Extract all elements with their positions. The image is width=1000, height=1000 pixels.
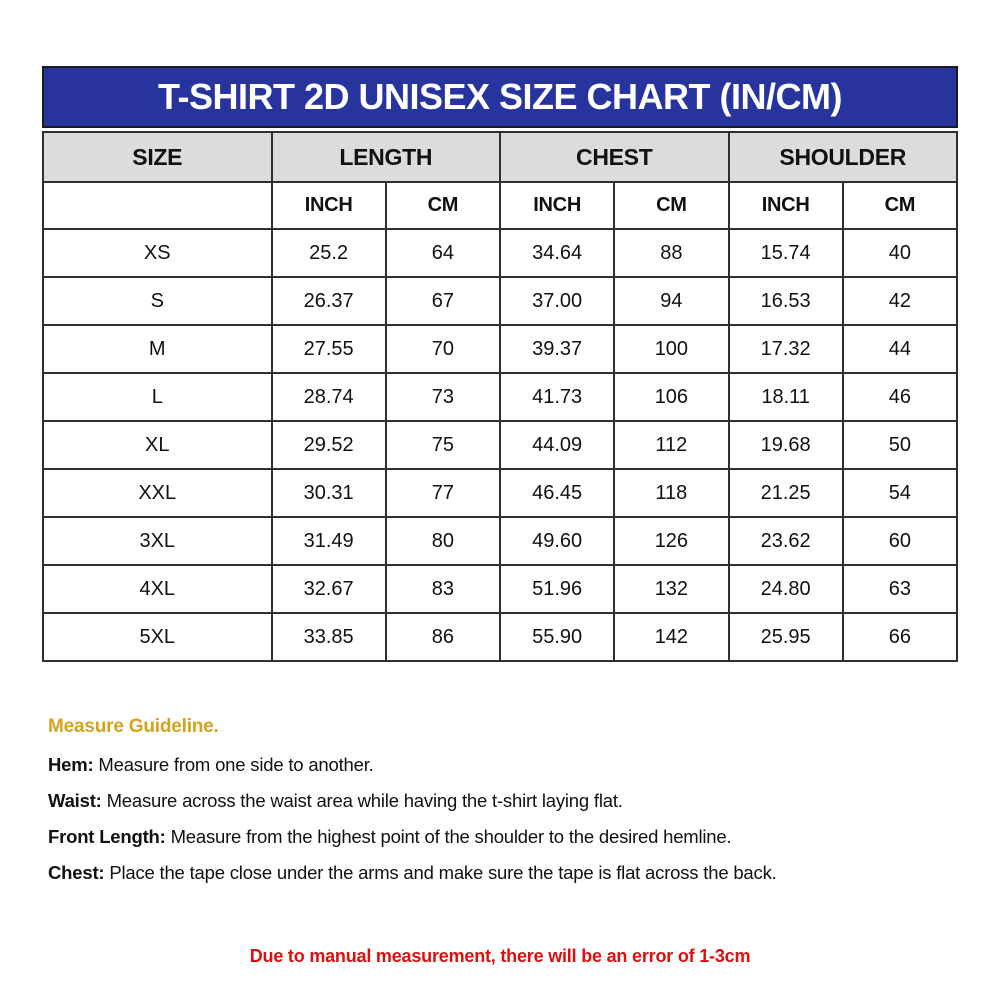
value-cell: 132 [615,566,729,614]
value-cell: 70 [387,326,501,374]
value-cell: 142 [615,614,729,662]
guideline-label: Waist : [48,790,102,811]
value-cell: 88 [615,230,729,278]
value-cell: 39.37 [501,326,615,374]
value-cell: 77 [387,470,501,518]
value-cell: 66 [844,614,958,662]
column-header-chest: CHEST [501,133,730,183]
value-cell: 126 [615,518,729,566]
value-cell: 19.68 [730,422,844,470]
measurement-error-note: Due to manual measurement, there will be an error of 1-3cm [249,946,751,966]
value-cell: 18.11 [730,374,844,422]
chart-title-bar [42,66,958,128]
size-cell: S [44,278,273,326]
value-cell: 51.96 [501,566,615,614]
size-cell: L [44,374,273,422]
value-cell: 67 [387,278,501,326]
unit-header-length-cm: CM [387,183,501,230]
size-cell: 4XL [44,566,273,614]
value-cell: 26.37 [273,278,387,326]
value-cell: 41.73 [501,374,615,422]
guideline-label: Chest : [48,862,104,883]
guideline-item [48,826,958,848]
size-cell: 5XL [44,614,273,662]
size-cell: XL [44,422,273,470]
value-cell: 46 [844,374,958,422]
table-header-row [44,133,958,183]
value-cell: 94 [615,278,729,326]
guideline-item [48,862,958,884]
table-row [44,230,958,278]
value-cell: 80 [387,518,501,566]
value-cell: 33.85 [273,614,387,662]
value-cell: 27.55 [273,326,387,374]
value-cell: 49.60 [501,518,615,566]
table-row [44,326,958,374]
guideline-item [48,754,958,776]
table-body [44,230,958,662]
value-cell: 112 [615,422,729,470]
value-cell: 55.90 [501,614,615,662]
size-cell: 3XL [44,518,273,566]
column-header-shoulder: SHOULDER [730,133,959,183]
guideline-label: Front Length : [48,826,166,847]
table-row [44,422,958,470]
value-cell: 21.25 [730,470,844,518]
unit-header-chest-inch: INCH [501,183,615,230]
value-cell: 42 [844,278,958,326]
value-cell: 40 [844,230,958,278]
size-cell: XS [44,230,273,278]
value-cell: 44 [844,326,958,374]
table-units-row [44,183,958,230]
value-cell: 46.45 [501,470,615,518]
table-row [44,566,958,614]
value-cell: 44.09 [501,422,615,470]
size-chart [42,66,958,662]
guideline-item [48,790,958,812]
unit-header-chest-cm: CM [615,183,729,230]
value-cell: 24.80 [730,566,844,614]
table-row [44,614,958,662]
value-cell: 54 [844,470,958,518]
value-cell: 25.2 [273,230,387,278]
table-row [44,470,958,518]
measure-guidelines [48,716,958,898]
value-cell: 118 [615,470,729,518]
column-header-size: SIZE [44,133,273,183]
value-cell: 28.74 [273,374,387,422]
unit-header-shoulder-inch: INCH [730,183,844,230]
column-header-length: LENGTH [273,133,502,183]
guideline-label: Hem : [48,754,93,775]
guideline-text: Measure from the highest point of the shoulder to the desired hemline. [165,826,732,847]
value-cell: 64 [387,230,501,278]
chart-title: T-SHIRT 2D UNISEX SIZE CHART (IN/CM) [157,76,843,117]
guidelines-heading: Measure Guideline. [48,716,219,737]
value-cell: 60 [844,518,958,566]
value-cell: 73 [387,374,501,422]
size-cell: XXL [44,470,273,518]
value-cell: 25.95 [730,614,844,662]
value-cell: 15.74 [730,230,844,278]
size-table [42,131,958,662]
guideline-items [48,754,958,884]
value-cell: 75 [387,422,501,470]
value-cell: 50 [844,422,958,470]
table-row [44,374,958,422]
units-empty-cell [44,183,273,230]
value-cell: 100 [615,326,729,374]
value-cell: 63 [844,566,958,614]
value-cell: 32.67 [273,566,387,614]
guideline-text: Measure from one side to another. [93,754,374,775]
guideline-text: Measure across the waist area while having the t-shirt laying flat. [101,790,623,811]
value-cell: 16.53 [730,278,844,326]
unit-header-length-inch: INCH [273,183,387,230]
table-row [44,278,958,326]
value-cell: 23.62 [730,518,844,566]
unit-header-shoulder-cm: CM [844,183,958,230]
guideline-text: Place the tape close under the arms and make sure the tape is flat across the back. [104,862,777,883]
value-cell: 37.00 [501,278,615,326]
value-cell: 34.64 [501,230,615,278]
value-cell: 106 [615,374,729,422]
value-cell: 83 [387,566,501,614]
size-cell: M [44,326,273,374]
value-cell: 17.32 [730,326,844,374]
value-cell: 30.31 [273,470,387,518]
value-cell: 86 [387,614,501,662]
value-cell: 31.49 [273,518,387,566]
table-row [44,518,958,566]
value-cell: 29.52 [273,422,387,470]
